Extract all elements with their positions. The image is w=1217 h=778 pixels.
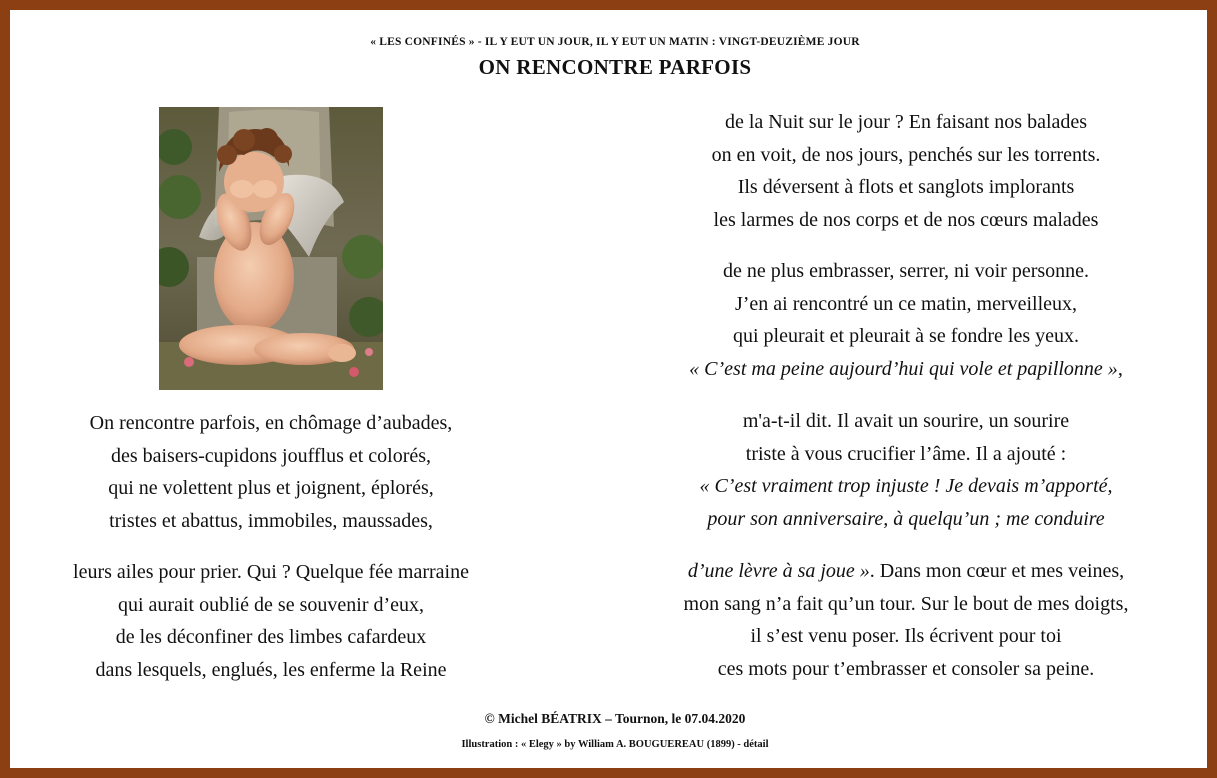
illustration-credit: Illustration : « Elegy » by William A. BOUGUEREAU (1899) - détail	[461, 739, 769, 750]
verse-line: tristes et abattus, immobiles, maussades,	[109, 509, 433, 532]
verse-line: de les déconfiner des limbes cafardeux	[115, 626, 427, 648]
author-signature: © Michel BÉATRIX – Tournon, le 07.04.2020	[484, 711, 746, 726]
verse-line: qui aurait oublié de se souvenir d’eux,	[117, 593, 425, 616]
verse-line-italic: « C’est vraiment trop injuste ! Je devais m’apporté,	[699, 475, 1113, 497]
verse-line: les larmes de nos corps et de nos cœurs malades	[713, 208, 1099, 231]
verse-line: des baisers-cupidons joufflus et colorés,	[110, 444, 432, 467]
verse-line-italic: pour son anniversaire, à quelqu’un ; me conduire	[707, 507, 1105, 530]
verse-line: il s’est venu poser. Ils écrivent pour toi	[750, 625, 1062, 647]
stanza-5	[611, 405, 1201, 535]
verse-line: de ne plus embrasser, serrer, ni voir personne.	[722, 260, 1090, 282]
verse-line: qui pleurait et pleurait à se fondre les yeux.	[733, 325, 1079, 347]
verse-line: leurs ailes pour prier. Qui ? Quelque fée marraine	[73, 561, 469, 583]
verse-line: on en voit, de nos jours, penchés sur les torrents.	[711, 143, 1101, 166]
stanza-2	[10, 556, 532, 686]
weeping-cupid-illustration	[159, 107, 383, 390]
stanza-3	[611, 106, 1201, 236]
verse-line: J’en ai rencontré un ce matin, merveilleux,	[734, 292, 1078, 315]
series-heading: « LES CONFINÉS » - IL Y EUT UN JOUR, IL Y EUT UN MATIN : VINGT-DEUZIÈME JOUR	[370, 36, 860, 48]
verse-line: Ils déversent à flots et sanglots implorants	[737, 176, 1075, 198]
verse-line-quote	[611, 353, 1201, 386]
verse-line: On rencontre parfois, en chômage d’aubades,	[89, 412, 453, 434]
verse-line: qui ne volettent plus et joignent, éplorés,	[108, 477, 434, 499]
verse-line-quote	[611, 555, 1201, 588]
poem-title: ON RENCONTRE PARFOIS	[478, 55, 752, 79]
stanza-6	[611, 555, 1201, 685]
stanza-1	[10, 407, 532, 537]
verse-line: triste à vous crucifier l’âme. Il a ajouté :	[745, 442, 1067, 465]
verse-line: mon sang n’a fait qu’un tour. Sur le bout de mes doigts,	[683, 592, 1129, 615]
quote-tail: ,	[1117, 357, 1123, 380]
quote-italic: d’une lèvre à sa joue »	[687, 560, 870, 582]
quote-italic: « C’est ma peine aujourd’hui qui vole et papillonne »	[689, 357, 1118, 380]
poem-card	[10, 10, 1207, 768]
verse-line: dans lesquels, englués, les enferme la Reine	[95, 658, 447, 681]
verse-line: m'a-t-il dit. Il avait un sourire, un sourire	[742, 410, 1070, 432]
stanza-4	[611, 255, 1201, 385]
verse-line: ces mots pour t’embrasser et consoler sa peine.	[717, 657, 1095, 680]
verse-line: de la Nuit sur le jour ? En faisant nos balades	[724, 111, 1088, 133]
quote-tail: . Dans mon cœur et mes veines,	[869, 560, 1125, 582]
